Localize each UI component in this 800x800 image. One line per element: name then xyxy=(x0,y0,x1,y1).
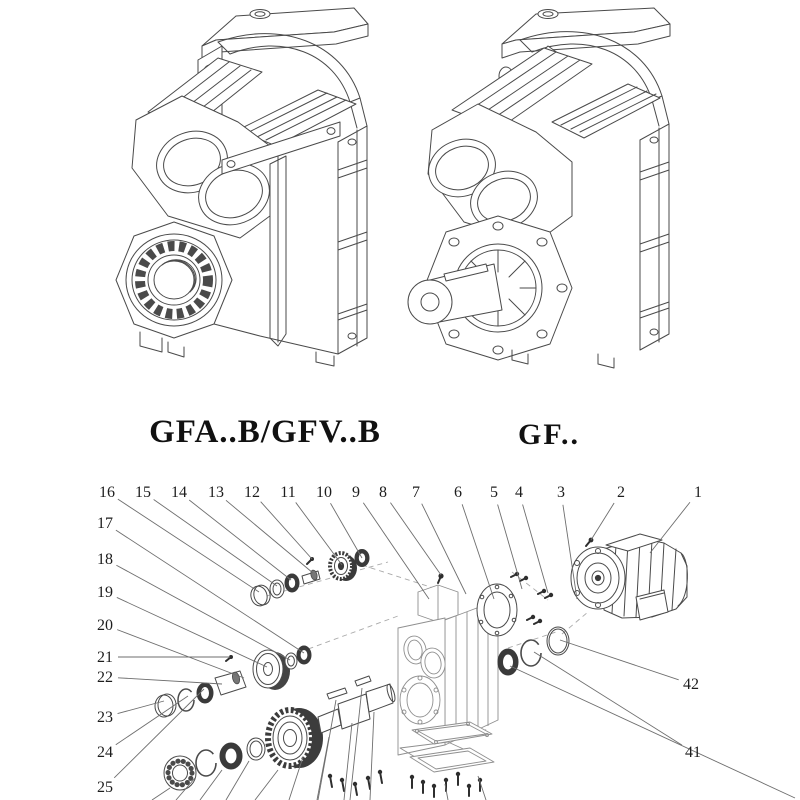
leader-line-7 xyxy=(422,504,466,594)
callout-number-17: 17 xyxy=(97,515,113,532)
key xyxy=(327,688,347,699)
output-shaft xyxy=(318,676,397,733)
foot-bolts xyxy=(328,770,382,795)
callout-number-11: 11 xyxy=(280,484,296,501)
set-screw xyxy=(307,557,314,564)
callout-number-41: 41 xyxy=(685,744,701,761)
callout-number-6: 6 xyxy=(454,484,462,501)
flange-bolts xyxy=(511,572,553,624)
callout-number-19: 19 xyxy=(97,584,113,601)
callout-number-2: 2 xyxy=(617,484,625,501)
callout-number-13: 13 xyxy=(208,484,224,501)
key xyxy=(355,676,371,686)
leader-line-15 xyxy=(154,499,277,586)
callout-number-1: 1 xyxy=(694,484,702,501)
callout-number-8: 8 xyxy=(379,484,387,501)
callout-number-16: 16 xyxy=(99,484,115,501)
callout-number-7: 7 xyxy=(412,484,420,501)
cover-bolts xyxy=(410,772,482,797)
motor-shaft xyxy=(595,575,600,580)
set-screw xyxy=(226,655,233,661)
oil-plug xyxy=(538,10,558,19)
leader-line-6 xyxy=(462,504,494,599)
callout-number-18: 18 xyxy=(97,551,113,568)
snap-ring xyxy=(521,640,541,666)
center-rib xyxy=(270,156,286,346)
callout-number-10: 10 xyxy=(316,484,332,501)
motor xyxy=(571,534,687,620)
motor-bolt xyxy=(586,538,593,546)
bottom-cover xyxy=(410,748,494,772)
leader-line-3 xyxy=(563,505,577,599)
input-bores xyxy=(132,96,278,238)
snap-ring xyxy=(196,750,216,776)
o-ring xyxy=(547,627,569,655)
leader-line-10 xyxy=(330,503,362,558)
exploded-parts-diagram xyxy=(0,470,800,800)
oil-plug xyxy=(250,10,270,19)
output-bearing-boss xyxy=(116,222,232,338)
callout-number-42: 42 xyxy=(683,676,699,693)
base-feet xyxy=(512,350,614,368)
callout-number-24: 24 xyxy=(97,744,113,761)
model-label-gf: GF.. xyxy=(518,418,580,451)
callout-number-5: 5 xyxy=(490,484,498,501)
callout-number-15: 15 xyxy=(135,484,151,501)
gearbox-drawing-gfab xyxy=(110,2,395,402)
callout-number-22: 22 xyxy=(97,669,113,686)
leader-line-42 xyxy=(560,640,679,680)
callout-number-20: 20 xyxy=(97,617,113,634)
callout-number-14: 14 xyxy=(171,484,187,501)
model-label-gfab: GFA..B/GFV..B xyxy=(149,414,381,450)
leader-line-2 xyxy=(591,503,614,540)
leader-line-9 xyxy=(363,503,429,599)
gearbox-drawing-gf xyxy=(402,2,698,398)
callout-number-23: 23 xyxy=(97,709,113,726)
callout-number-12: 12 xyxy=(244,484,260,501)
intermediate-pinion xyxy=(215,671,246,695)
leader-line-1 xyxy=(650,502,690,553)
callout-number-25: 25 xyxy=(97,779,113,796)
leader-line-5 xyxy=(498,504,522,589)
leader-line-22 xyxy=(118,678,222,684)
ribbed-deck-mid xyxy=(552,84,660,138)
leader-line-24 xyxy=(116,696,188,745)
leader-line-18 xyxy=(116,565,290,660)
callout-number-4: 4 xyxy=(515,484,523,501)
leader-line-20 xyxy=(117,630,244,678)
leader-line-41 xyxy=(534,652,682,745)
callout-number-21: 21 xyxy=(97,649,113,666)
callout-number-3: 3 xyxy=(557,484,565,501)
leader-line-8 xyxy=(390,503,441,575)
snap-ring xyxy=(178,689,194,711)
callout-number-9: 9 xyxy=(352,484,360,501)
